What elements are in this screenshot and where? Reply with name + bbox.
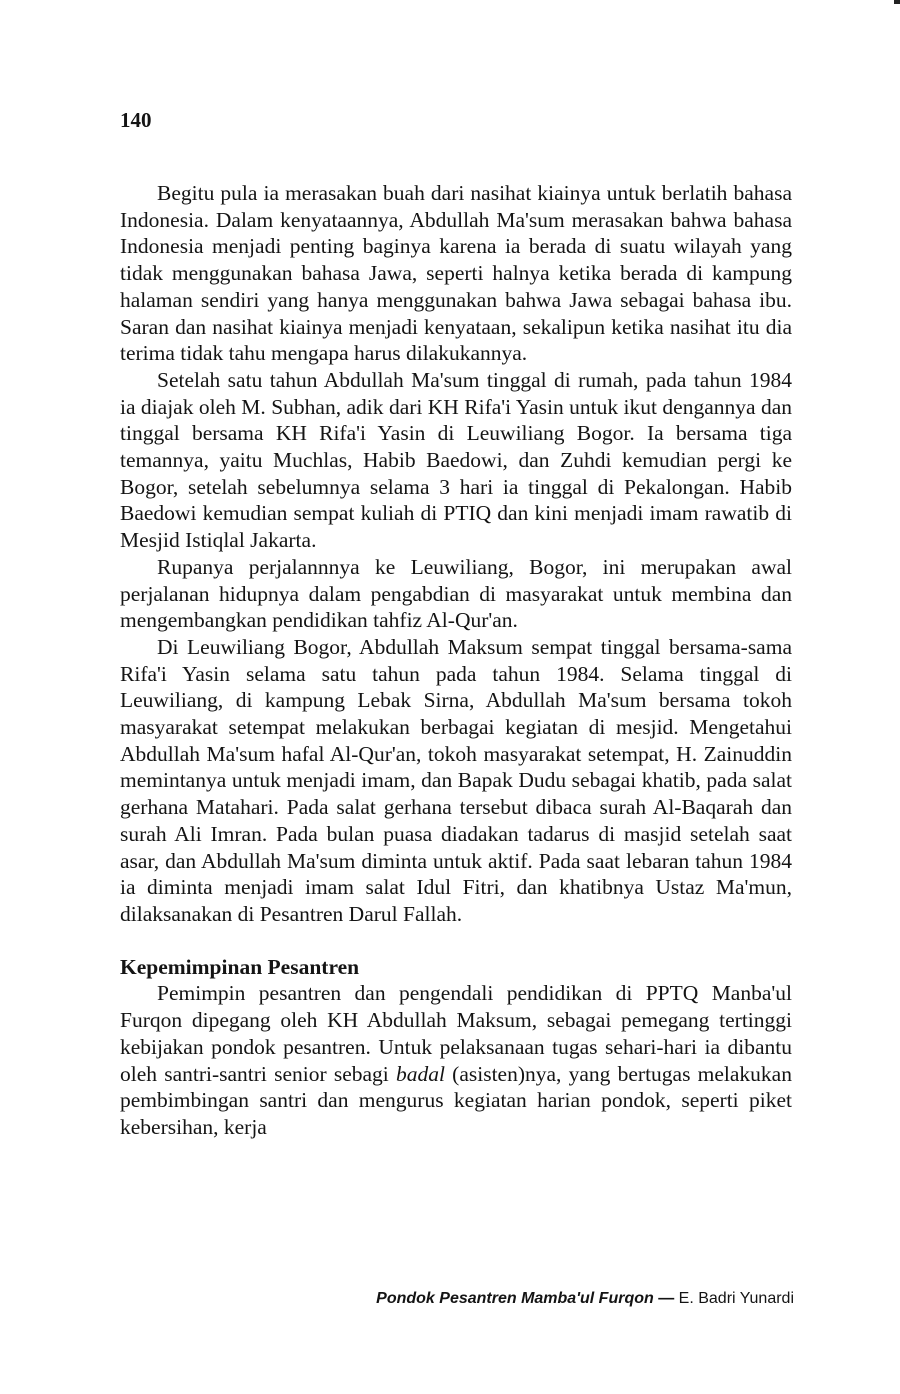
paragraph-4: Di Leuwiliang Bogor, Abdullah Maksum sempat tinggal bersama-sama Rifa'i Yasin selama satu tahun pada tahun 1984. Selama tinggal di Leuwiliang, di kampung Lebak Sirna, Abdullah Ma'sum bersama tokoh masyarakat setempat melakukan berbagai kegiatan di mesjid. Mengetahui Abdullah Ma'sum hafal Al-Qur'an, tokoh masyarakat setempat, H. Zainuddin memintanya untuk menjadi imam, dan Bapak Dudu sebagai khatib, pada salat gerhana Matahari. Pada salat gerhana tersebut dibaca surah Al-Baqarah dan surah Ali Imran. Pada bulan puasa diadakan tadarus di masjid setelah saat asar, dan Abdullah Ma'sum diminta untuk aktif. Pada saat lebaran tahun 1984 ia diminta menjadi imam salat Idul Fitri, dan khatibnya Ustaz Ma'mun, dilaksanakan di Pesantren Darul Fallah. [120, 634, 792, 926]
paragraph-5-text-start: Pemimpin pesantren dan pengendali pendidikan di PPTQ Manba'ul Furqon dipegang oleh KH Abdullah Maksum, sebagai pemegang tertinggi kebijakan pondok pesantren. Untuk pelaksanaan tugas sehari-hari ia dibantu oleh santri-santri senior sebagi [120, 981, 792, 1086]
paragraph-5 [120, 980, 792, 1140]
section-heading: Kepemimpinan Pesantren [120, 954, 360, 979]
paragraph-3: Rupanya perjalannnya ke Leuwiliang, Bogor, ini merupakan awal perjalanan hidupnya dalam pengabdian di masyarakat untuk membina dan mengembangkan pendidikan tahfiz Al-Qur'an. [120, 554, 792, 633]
footer-book-title: Pondok Pesantren Mamba'ul Furqon [376, 1290, 654, 1307]
footer-separator: — [653, 1290, 679, 1307]
paragraph-1: Begitu pula ia merasakan buah dari nasihat kiainya untuk berlatih bahasa Indonesia. Dalam kenyataannya, Abdullah Ma'sum merasakan bahwa bahasa Indonesia menjadi penting baginya karena ia berada di suatu wilayah yang tidak menggunakan bahasa Jawa, seperti halnya ketika berada di kampung halaman sendiri yang hanya menggunakan bahwa Jawa sebagai bahasa ibu. Saran dan nasihat kiainya menjadi kenyataan, sekalipun ketika nasihat itu dia terima tidak tahu mengapa harus dilakukannya. [120, 181, 792, 366]
footer-author: E. Badri Yunardi [678, 1290, 794, 1307]
paragraph-5-text-end: (asisten)nya, yang bertugas melakukan pembimbingan santri dan mengurus kegiatan harian pondok, seperti piket kebersihan, kerja [120, 1061, 792, 1139]
italic-term: badal [395, 1061, 445, 1086]
scan-mark [894, 0, 900, 4]
running-footer [376, 1290, 794, 1308]
paragraph-2: Setelah satu tahun Abdullah Ma'sum tinggal di rumah, pada tahun 1984 ia diajak oleh M. Subhan, adik dari KH Rifa'i Yasin untuk ikut dengannya dan tinggal bersama KH Rifa'i Yasin di Leuwiliang Bogor. Ia bersama tiga temannya, yaitu Muchlas, Habib Baedowi, dan Zuhdi kemudian pergi ke Bogor, setelah sebelumnya selama 3 hari ia tinggal di Pekalongan. Habib Baedowi kemudian sempat kuliah di PTIQ dan kini menjadi imam rawatib di Mesjid Istiqlal Jakarta. [120, 367, 792, 553]
page-number: 140 [120, 108, 152, 132]
page-body [120, 180, 792, 1141]
